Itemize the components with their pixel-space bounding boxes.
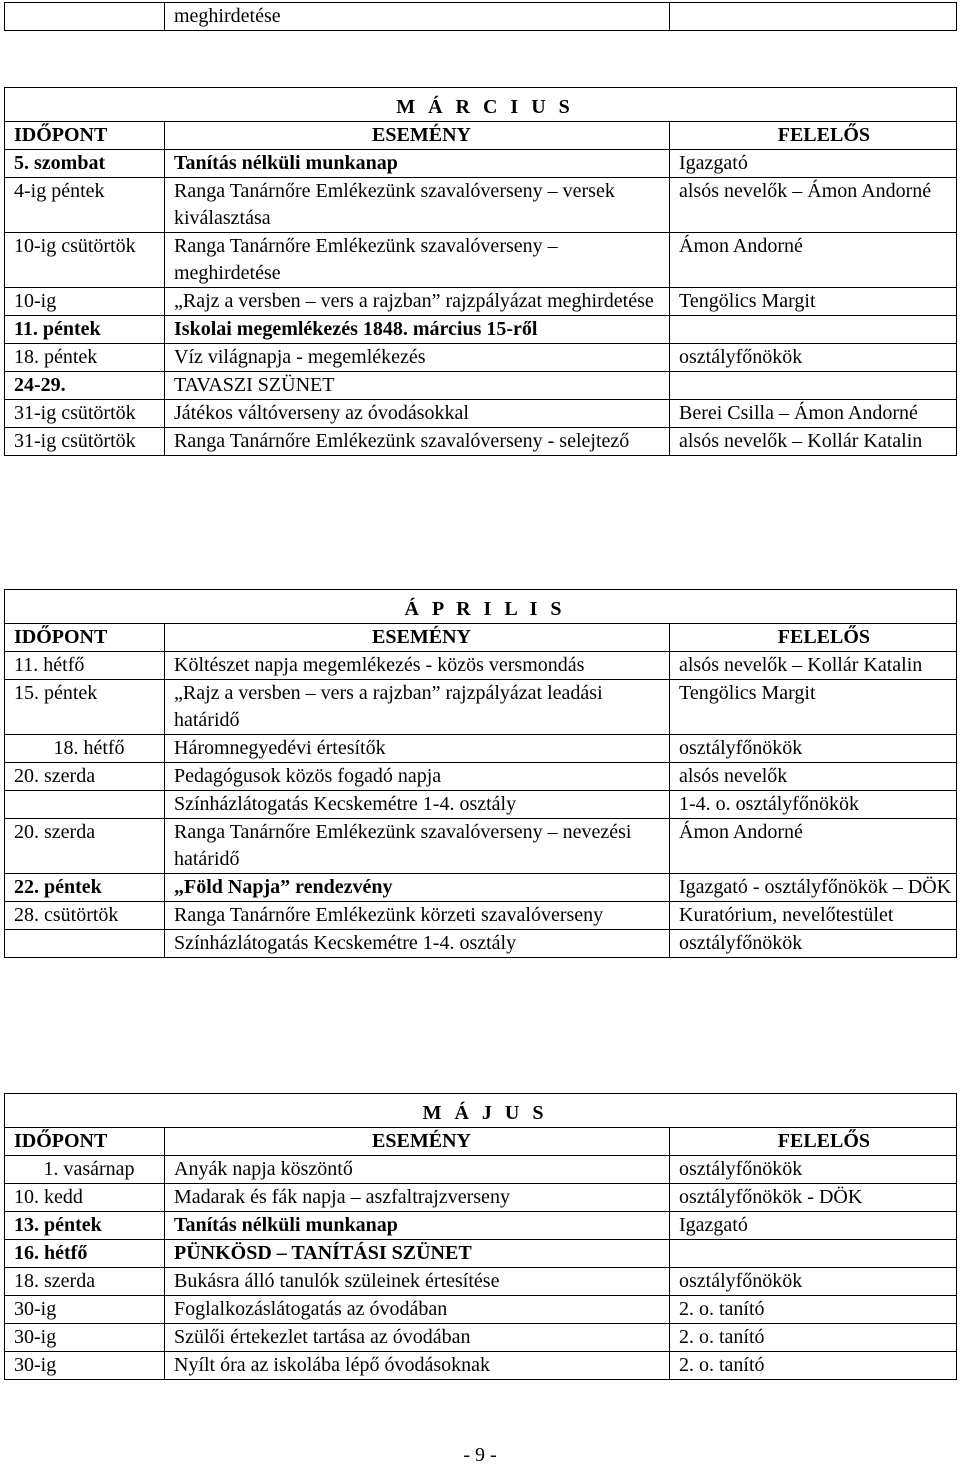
table-row — [5, 652, 957, 680]
event-cell: Foglalkozáslátogatás az óvodában — [165, 1296, 670, 1324]
resp-cell: Kuratórium, nevelőtestület — [670, 902, 957, 930]
table-row — [5, 680, 957, 735]
resp-cell: osztályfőnökök — [670, 1156, 957, 1184]
resp-cell: osztályfőnökök — [670, 1268, 957, 1296]
time-cell: 31-ig csütörtök — [5, 400, 165, 428]
time-cell: 24-29. — [5, 372, 165, 400]
resp-cell — [670, 372, 957, 400]
table-row — [5, 288, 957, 316]
event-cell: Színházlátogatás Kecskemétre 1-4. osztály — [165, 930, 670, 958]
month-title-row — [5, 590, 957, 624]
event-cell: meghirdetése — [165, 3, 670, 31]
table-row — [5, 791, 957, 819]
resp-cell: Berei Csilla – Ámon Andorné — [670, 400, 957, 428]
table-row — [5, 1268, 957, 1296]
table-row — [5, 178, 957, 233]
table-row — [5, 902, 957, 930]
event-cell: Ranga Tanárnőre Emlékezünk körzeti szavalóverseny — [165, 902, 670, 930]
fragment-table — [4, 2, 957, 31]
table-row — [5, 372, 957, 400]
table-row — [5, 763, 957, 791]
event-cell: Költészet napja megemlékezés - közös versmondás — [165, 652, 670, 680]
time-cell: 15. péntek — [5, 680, 165, 735]
header-time: IDŐPONT — [5, 1128, 165, 1156]
resp-cell: 2. o. tanító — [670, 1296, 957, 1324]
header-time: IDŐPONT — [5, 122, 165, 150]
event-cell: TAVASZI SZÜNET — [165, 372, 670, 400]
event-cell: Ranga Tanárnőre Emlékezünk szavalóverseny – meghirdetése — [165, 233, 670, 288]
header-row — [5, 122, 957, 150]
time-cell: 16. hétfő — [5, 1240, 165, 1268]
resp-cell — [670, 3, 957, 31]
month-title: M Á J U S — [5, 1094, 957, 1128]
table-row — [5, 1296, 957, 1324]
month-title-row — [5, 88, 957, 122]
table-row — [5, 3, 957, 31]
time-cell: 11. péntek — [5, 316, 165, 344]
event-cell: Tanítás nélküli munkanap — [165, 1212, 670, 1240]
resp-cell: 1-4. o. osztályfőnökök — [670, 791, 957, 819]
table-row — [5, 428, 957, 456]
time-cell: 22. péntek — [5, 874, 165, 902]
header-resp: FELELŐS — [670, 122, 957, 150]
resp-cell — [670, 316, 957, 344]
time-cell: 4-ig péntek — [5, 178, 165, 233]
table-row — [5, 1240, 957, 1268]
event-cell: Bukásra álló tanulók szüleinek értesítése — [165, 1268, 670, 1296]
march-table — [4, 87, 957, 456]
event-cell: „Föld Napja” rendezvény — [165, 874, 670, 902]
event-cell: „Rajz a versben – vers a rajzban” rajzpályázat leadási határidő — [165, 680, 670, 735]
month-title: M Á R C I U S — [5, 88, 957, 122]
event-cell: „Rajz a versben – vers a rajzban” rajzpályázat meghirdetése — [165, 288, 670, 316]
table-row — [5, 930, 957, 958]
header-event: ESEMÉNY — [165, 624, 670, 652]
page-number: - 9 - — [463, 1444, 497, 1466]
month-title-row — [5, 1094, 957, 1128]
time-cell: 11. hétfő — [5, 652, 165, 680]
table-row — [5, 150, 957, 178]
resp-cell: alsós nevelők – Kollár Katalin — [670, 428, 957, 456]
event-cell: Háromnegyedévi értesítők — [165, 735, 670, 763]
header-row — [5, 1128, 957, 1156]
resp-cell: osztályfőnökök — [670, 735, 957, 763]
event-cell: Víz világnapja - megemlékezés — [165, 344, 670, 372]
time-cell: 31-ig csütörtök — [5, 428, 165, 456]
time-cell: 10-ig csütörtök — [5, 233, 165, 288]
table-row — [5, 735, 957, 763]
time-cell: 18. hétfő — [5, 735, 165, 763]
time-cell: 30-ig — [5, 1324, 165, 1352]
resp-cell: alsós nevelők – Ámon Andorné — [670, 178, 957, 233]
resp-cell: alsós nevelők — [670, 763, 957, 791]
time-cell — [5, 3, 165, 31]
time-cell: 1. vasárnap — [5, 1156, 165, 1184]
resp-cell: Tengölics Margit — [670, 680, 957, 735]
table-row — [5, 1324, 957, 1352]
time-cell: 10. kedd — [5, 1184, 165, 1212]
event-cell: Színházlátogatás Kecskemétre 1-4. osztály — [165, 791, 670, 819]
time-cell — [5, 930, 165, 958]
april-table — [4, 589, 957, 958]
table-row — [5, 819, 957, 874]
resp-cell: osztályfőnökök — [670, 930, 957, 958]
table-row — [5, 1156, 957, 1184]
month-title: Á P R I L I S — [5, 590, 957, 624]
table-row — [5, 233, 957, 288]
resp-cell: alsós nevelők – Kollár Katalin — [670, 652, 957, 680]
table-row — [5, 316, 957, 344]
table-row — [5, 1184, 957, 1212]
time-cell: 28. csütörtök — [5, 902, 165, 930]
table-row — [5, 1352, 957, 1380]
table-row — [5, 344, 957, 372]
event-cell: Madarak és fák napja – aszfaltrajzverseny — [165, 1184, 670, 1212]
header-event: ESEMÉNY — [165, 122, 670, 150]
time-cell: 5. szombat — [5, 150, 165, 178]
resp-cell: 2. o. tanító — [670, 1324, 957, 1352]
event-cell: Nyílt óra az iskolába lépő óvodásoknak — [165, 1352, 670, 1380]
resp-cell: Igazgató - osztályfőnökök – DÖK — [670, 874, 957, 902]
resp-cell: osztályfőnökök — [670, 344, 957, 372]
resp-cell: Igazgató — [670, 1212, 957, 1240]
time-cell: 13. péntek — [5, 1212, 165, 1240]
resp-cell: Tengölics Margit — [670, 288, 957, 316]
event-cell: PÜNKÖSD – TANÍTÁSI SZÜNET — [165, 1240, 670, 1268]
resp-cell: Ámon Andorné — [670, 819, 957, 874]
time-cell: 30-ig — [5, 1352, 165, 1380]
table-row — [5, 874, 957, 902]
time-cell: 20. szerda — [5, 763, 165, 791]
header-time: IDŐPONT — [5, 624, 165, 652]
time-cell: 18. szerda — [5, 1268, 165, 1296]
event-cell: Iskolai megemlékezés 1848. március 15-ről — [165, 316, 670, 344]
time-cell — [5, 791, 165, 819]
header-resp: FELELŐS — [670, 1128, 957, 1156]
time-cell: 30-ig — [5, 1296, 165, 1324]
header-row — [5, 624, 957, 652]
resp-cell: Ámon Andorné — [670, 233, 957, 288]
event-cell: Pedagógusok közös fogadó napja — [165, 763, 670, 791]
event-cell: Ranga Tanárnőre Emlékezünk szavalóverseny – versek kiválasztása — [165, 178, 670, 233]
event-cell: Szülői értekezlet tartása az óvodában — [165, 1324, 670, 1352]
header-event: ESEMÉNY — [165, 1128, 670, 1156]
event-cell: Ranga Tanárnőre Emlékezünk szavalóverseny - selejtező — [165, 428, 670, 456]
table-row — [5, 1212, 957, 1240]
time-cell: 20. szerda — [5, 819, 165, 874]
resp-cell: 2. o. tanító — [670, 1352, 957, 1380]
may-table — [4, 1093, 957, 1380]
resp-cell: Igazgató — [670, 150, 957, 178]
event-cell: Tanítás nélküli munkanap — [165, 150, 670, 178]
event-cell: Anyák napja köszöntő — [165, 1156, 670, 1184]
time-cell: 10-ig — [5, 288, 165, 316]
event-cell: Ranga Tanárnőre Emlékezünk szavalóverseny – nevezési határidő — [165, 819, 670, 874]
resp-cell — [670, 1240, 957, 1268]
time-cell: 18. péntek — [5, 344, 165, 372]
event-cell: Játékos váltóverseny az óvodásokkal — [165, 400, 670, 428]
table-row — [5, 400, 957, 428]
resp-cell: osztályfőnökök - DÖK — [670, 1184, 957, 1212]
header-resp: FELELŐS — [670, 624, 957, 652]
